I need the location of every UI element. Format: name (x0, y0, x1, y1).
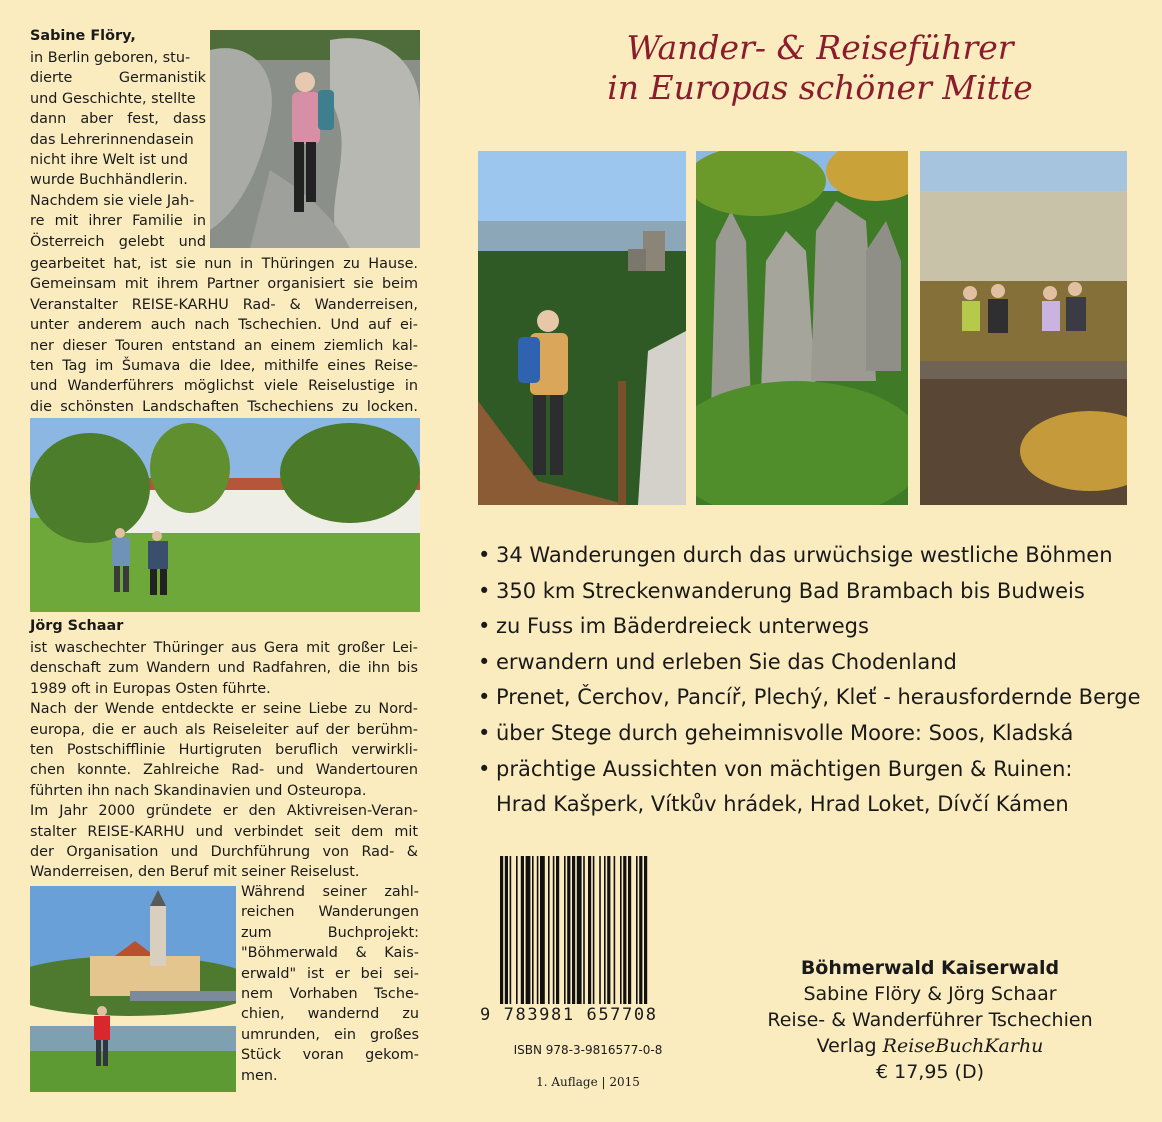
barcode (498, 856, 690, 1004)
bio-line: denschaft zum Wandern und Radfahren, die ihn bis (30, 660, 418, 677)
bio-line: ner dieser Touren entstand an einem ziemlich kal- (30, 337, 418, 354)
bio-line: dierte Germanistik (30, 70, 206, 87)
bio-line: reichen Wanderungen (241, 904, 419, 921)
bio-line: ten Postschifflinie Hurtigruten beruflich verwirkli- (30, 742, 418, 759)
bio-line: das Lehrerinnendasein (30, 131, 194, 148)
bio-line: ten Tag im Šumava die Idee, mithilfe eines Reise- (30, 358, 418, 375)
bio-line: europa, die er auch als Reiseleiter auf der berühm- (30, 721, 418, 738)
bio-line: zum Buchprojekt: (241, 924, 419, 941)
bio-line: nicht ihre Welt ist und (30, 152, 189, 169)
photo-moor-boardwalk (920, 151, 1127, 505)
photo-sabine-rocks (210, 30, 420, 248)
barcode-bar (548, 856, 550, 1004)
bio-line: Wanderreisen, den Beruf mit seiner Reiselust. (30, 864, 360, 881)
bio-line: in Berlin geboren, stu- (30, 50, 191, 66)
bio-joerg (30, 638, 418, 883)
bio-line: nem Vorhaben Tsche- (241, 986, 419, 1003)
barcode-bar (521, 856, 524, 1004)
feature-item: • zu Fuss im Bäderdreieck unterwegs (478, 609, 1138, 645)
barcode-bar (583, 856, 585, 1004)
author-name-sabine: Sabine Flöry, (30, 28, 136, 44)
bio-line: chen konnte. Zahlreiche Rad- und Wandertouren (30, 762, 418, 779)
barcode-bar (564, 856, 566, 1004)
book-subtitle: Reise- & Wanderführer Tschechien (767, 1009, 1093, 1031)
barcode-digits: 9 783981 657708 (480, 1005, 658, 1025)
photo-town-church (30, 886, 236, 1092)
barcode-bar (532, 856, 534, 1004)
barcode-bar (620, 856, 622, 1004)
barcode-bar (644, 856, 647, 1004)
book-authors: Sabine Flöry & Jörg Schaar (803, 983, 1057, 1005)
bio-line: Nachdem sie viele Jah- (30, 192, 195, 209)
barcode-bar (588, 856, 591, 1004)
bio-line: chien, wandernd zu (241, 1006, 419, 1023)
barcode-bar (614, 856, 616, 1004)
book-title: Böhmerwald Kaiserwald (800, 957, 1060, 979)
bio-line: und Wanderführers möglichst viele Reiselustige in (30, 378, 418, 395)
bio-line: Stück voran gekom- (241, 1047, 419, 1064)
feature-item-continuation: Hrad Kašperk, Vítkův hrádek, Hrad Loket, Dívčí Kámen (496, 792, 1069, 817)
barcode-bar (572, 856, 575, 1004)
feature-item: • prächtige Aussichten von mächtigen Burgen & Ruinen: (478, 752, 1138, 788)
feature-list (478, 538, 1141, 823)
bio-line: re mit ihrer Familie in (30, 213, 206, 230)
author-name-joerg: Jörg Schaar (30, 618, 124, 634)
bio-joerg-side (241, 882, 419, 1086)
edition-note: 1. Auflage | 2015 (536, 1075, 640, 1089)
barcode-bar (526, 856, 531, 1004)
bio-line: Nach der Wende entdeckte er seine Liebe zu Nord- (30, 701, 418, 718)
barcode-bar (636, 856, 638, 1004)
feature-item: • erwandern und erleben Sie das Chodenland (478, 645, 1138, 681)
barcode-bar (516, 856, 518, 1004)
book-price: € 17,95 (D) (875, 1061, 985, 1083)
title-line-1: Wander- & Reiseführer (626, 28, 1014, 67)
bio-line: umrunden, ein großes (241, 1026, 419, 1043)
book-publisher (760, 1033, 1100, 1059)
barcode-bar (593, 856, 595, 1004)
bio-line: stalter REISE-KARHU und verbindet seit dem mit (30, 823, 418, 840)
barcode-bar (510, 856, 512, 1004)
photo-hikers-lawn (30, 418, 420, 612)
bio-line: Veranstalter REISE-KARHU Rad- & Wanderreisen, (30, 296, 418, 313)
feature-item: • Prenet, Čerchov, Pancíř, Plechý, Kleť - herausfordernde Berge (478, 680, 1138, 716)
barcode-bar (500, 856, 503, 1004)
bio-line: "Böhmerwald & Kais- (241, 945, 419, 962)
barcode-bar (537, 856, 539, 1004)
bio-line: Während seiner zahl- (241, 884, 419, 900)
bio-line: dann aber fest, dass (30, 111, 206, 128)
bio-line: men. (241, 1067, 278, 1084)
bio-line: gearbeitet hat, ist sie nun in Thüringen zu Hause. (30, 256, 418, 272)
feature-item: • 350 km Streckenwanderung Bad Brambach bis Budweis (478, 574, 1138, 610)
barcode-bar (639, 856, 642, 1004)
bio-line: Im Jahr 2000 gründete er den Aktivreisen-Veran- (30, 803, 418, 820)
bio-sabine-full (30, 254, 418, 417)
barcode-bar (623, 856, 626, 1004)
bio-line: wurde Buchhändlerin. (30, 172, 188, 189)
barcode-bar (577, 856, 582, 1004)
bio-line: ist waschechter Thüringer aus Gera mit großer Lei- (30, 640, 418, 656)
isbn-number: ISBN 978-3-9816577-0-8 (513, 1043, 663, 1057)
publisher-name: ReiseBuchKarhu (882, 1035, 1044, 1057)
bio-line: der Organisation und Durchführung von Rad- & (30, 844, 418, 861)
bio-sabine-narrow (30, 48, 206, 252)
barcode-bar (505, 856, 508, 1004)
bio-line: und Geschichte, stellte (30, 90, 196, 107)
barcode-bar (556, 856, 559, 1004)
barcode-bar (553, 856, 555, 1004)
barcode-bar (599, 856, 601, 1004)
bio-line: Gemeinsam mit ihrem Partner organisiert sie beim (30, 276, 418, 293)
bio-line: 1989 oft in Europas Osten führte. (30, 680, 271, 697)
photo-rock-towers (696, 151, 908, 505)
bio-line: unter anderem auch nach Tschechien. Und auf ei- (30, 317, 418, 334)
bio-line: führten ihn nach Skandinavien und Osteuropa. (30, 782, 367, 799)
barcode-bar (604, 856, 606, 1004)
barcode-bar (540, 856, 545, 1004)
bio-line: die schönsten Landschaften Tschechiens zu locken. (30, 398, 418, 415)
bio-line: erwald" ist er bei sei- (241, 965, 419, 982)
feature-item: • über Stege durch geheimnisvolle Moore: Soos, Kladská (478, 716, 1138, 752)
bio-line: Österreich gelebt und (30, 233, 206, 250)
barcode-bar (567, 856, 570, 1004)
barcode-bar (628, 856, 631, 1004)
publisher-prefix: Verlag (816, 1035, 877, 1057)
feature-item: • 34 Wanderungen durch das urwüchsige westliche Böhmen (478, 538, 1138, 574)
photo-castle-view (478, 151, 686, 505)
barcode-bar (607, 856, 610, 1004)
title-line-2: in Europas schöner Mitte (607, 68, 1033, 107)
